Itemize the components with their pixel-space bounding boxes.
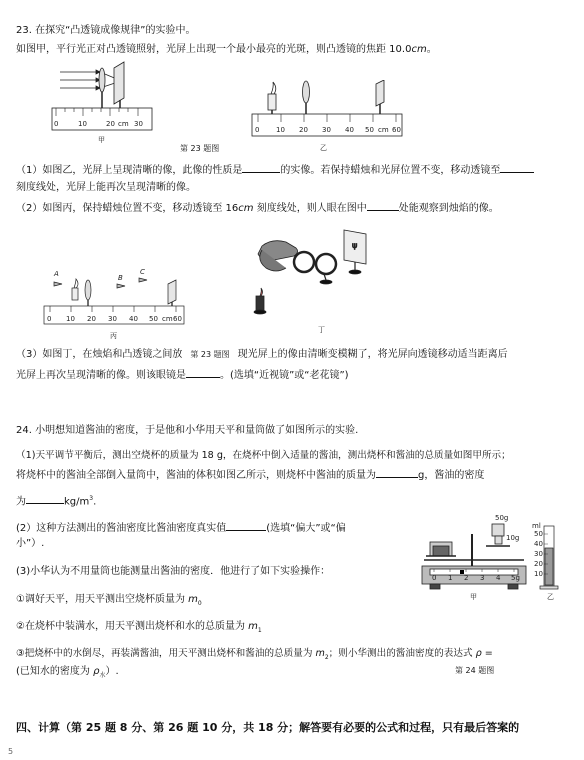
ruler3-tick-50: 50 xyxy=(149,315,158,323)
letter-b: B xyxy=(118,274,123,282)
fig-label-ding: 丁 xyxy=(318,326,325,334)
q24-part1-line1: （1)天平调节平衡后，测出空烧杯的质量为 18 g，在烧杯中倒入适量的酱油，测出烧杯和酱油的总质量如图甲所示； xyxy=(16,450,511,461)
q24-step1: ①调好天平，用天平测出空烧杯质量为 $m_0$ xyxy=(16,594,202,607)
q23-intro: 如图甲，平行光正对凸透镜照射，光屏上出现一个最小最亮的光斑，则凸透镜的焦距 10.0cm。 xyxy=(16,44,437,55)
ruler2-tick-0: 0 xyxy=(255,126,260,134)
ruler2-tick-10: 10 xyxy=(276,126,285,134)
weight-10g: 10g xyxy=(506,534,520,542)
ruler2-tick-30: 30 xyxy=(322,126,331,134)
q24-part3: (3)小华认为不用量筒也能测量出酱油的密度．他进行了如下实验操作： xyxy=(16,566,331,577)
q24-part1-line2: 将烧杯中的酱油全部倒入量筒中，酱油的体积如图乙所示，则烧杯中酱油的质量为 g，酱油的密度 xyxy=(16,467,484,482)
q23-part1-line1: （1）如图乙，光屏上呈现清晰的像，此像的性质是 的实像。若保持蜡烛和光屏位置不变，移动透镜至 xyxy=(16,162,534,177)
q24-title: 24. 小明想知道酱油的密度，于是他和小华用天平和量筒做了如图所示的实验. xyxy=(16,425,359,436)
q24-step3: ③把烧杯中的水倒尽，再装满酱油，用天平测出烧杯和酱油的总质量为 $m_2$；则小华测出的酱油密度的表达式 ρ = xyxy=(16,648,493,661)
q23-part3-line1: （3）如图丁，在烛焰和凸透镜之间放 第 23 题图 现光屏上的像由清晰变模糊了，将光屏向透镜移动适当距离后 xyxy=(16,349,508,360)
ruler3-tick-20: 20 xyxy=(87,315,96,323)
q24-step3-note: (已知水的密度为 $\rho_水$）. xyxy=(16,666,119,679)
fig-label-bing: 丙 xyxy=(110,332,117,340)
ruler3-tick-30: 30 xyxy=(108,315,117,323)
section-4-title: 四、计算（第 25 题 8 分、第 26 题 10 分，共 18 分；解答要有必要的公式和过程，只有最后答案的 xyxy=(16,721,520,734)
letter-c: C xyxy=(140,268,145,276)
figure-23-bing xyxy=(40,262,190,342)
ruler2-tick-50: 50 xyxy=(365,126,374,134)
ruler3-tick-0: 0 xyxy=(47,315,52,323)
scale-tick-2: 2 xyxy=(464,574,469,582)
ruler2-tick-cm: cm xyxy=(378,126,389,134)
ruler1-tick-20: 20 xyxy=(106,120,115,128)
scale-tick-4: 4 xyxy=(496,574,501,582)
cyl-tick-10: 10 xyxy=(534,570,543,578)
ruler3-tick-cm: cm xyxy=(162,315,173,323)
cyl-unit: ml xyxy=(532,522,541,530)
cyl-tick-40: 40 xyxy=(534,540,543,548)
ruler1-tick-10: 10 xyxy=(78,120,87,128)
ruler2-tick-60: 60 xyxy=(392,126,401,134)
figure-23-jia xyxy=(48,58,158,148)
q23-blank-2[interactable] xyxy=(500,162,534,173)
cyl-tick-20: 20 xyxy=(534,560,543,568)
q23-figure-caption-1: 第 23 题图 xyxy=(180,144,220,153)
q24-part2-line2: 小”）. xyxy=(16,538,45,549)
page-number: 5 xyxy=(8,747,14,756)
q23-blank-1[interactable] xyxy=(242,162,280,173)
q24-part1-line3: 为 $kg/m^3$. xyxy=(16,495,97,508)
q23-part1-line2: 刻度线处，光屏上能再次呈现清晰的像。 xyxy=(16,182,196,193)
letter-a: A xyxy=(54,270,59,278)
weight-50g: 50g xyxy=(495,514,509,522)
ruler3-tick-10: 10 xyxy=(66,315,75,323)
q24-blank-2[interactable] xyxy=(26,493,64,504)
ruler1-tick-cm: cm xyxy=(118,120,129,128)
scale-tick-0: 0 xyxy=(432,574,437,582)
cyl-tick-30: 30 xyxy=(534,550,543,558)
fig-label-jia: 甲 xyxy=(98,136,105,144)
svg-text:ψ: ψ xyxy=(352,241,358,250)
fig24-label-jia: 甲 xyxy=(470,593,477,601)
ruler2-tick-20: 20 xyxy=(299,126,308,134)
cyl-tick-50: 50 xyxy=(534,530,543,538)
ruler3-tick-60: 60 xyxy=(173,315,182,323)
q23-part2: （2）如图丙，保持蜡烛位置不变，移动透镜至 16cm 刻度线处，则人眼在图中 处能观察到烛焰的像。 xyxy=(16,200,499,215)
q24-step2: ②在烧杯中装满水，用天平测出烧杯和水的总质量为 $m_1$ xyxy=(16,621,262,634)
q23-blank-4[interactable] xyxy=(186,367,220,378)
scale-tick-5: 5g xyxy=(511,574,520,582)
ruler1-tick-0: 0 xyxy=(54,120,59,128)
q24-blank-1[interactable] xyxy=(376,467,418,478)
fig24-label-yi: 乙 xyxy=(547,593,554,601)
scale-tick-3: 3 xyxy=(480,574,485,582)
q24-part2-line1: (2）这种方法测出的酱油密度比酱油密度真实值 (选填“偏大”或“偏 xyxy=(16,520,346,535)
q23-part3-line2: 光屏上再次呈现清晰的像。则该眼镜是 。(选填“近视镜”或“老花镜”) xyxy=(16,367,349,382)
fig-label-yi: 乙 xyxy=(320,144,327,152)
q24-blank-3[interactable] xyxy=(226,520,266,531)
ruler2-tick-40: 40 xyxy=(345,126,354,134)
figure-23-ding xyxy=(238,226,388,336)
ruler1-tick-30: 30 xyxy=(134,120,143,128)
ruler3-tick-40: 40 xyxy=(129,315,138,323)
q24-figure-caption: 第 24 题图 xyxy=(455,666,495,675)
figure-24 xyxy=(416,514,566,602)
q23-blank-3[interactable] xyxy=(367,200,399,211)
scale-tick-1: 1 xyxy=(448,574,453,582)
figure-23-yi xyxy=(248,80,408,154)
q23-title: 23. 在探究“凸透镜成像规律”的实验中。 xyxy=(16,25,196,36)
